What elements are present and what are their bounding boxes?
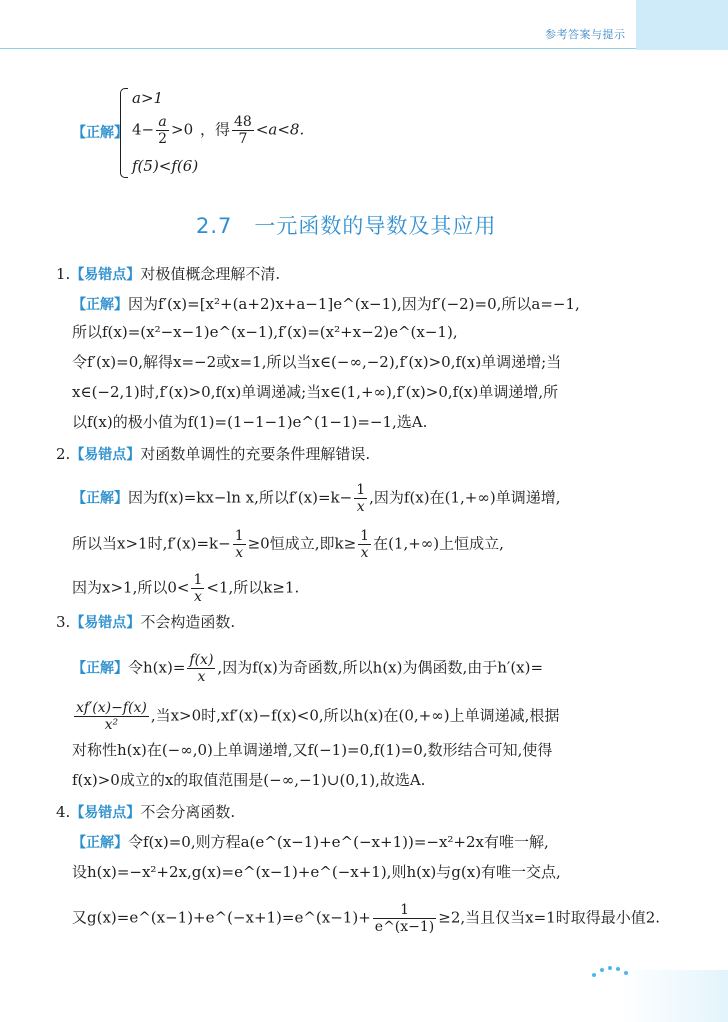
system-line-1: a>1 [132,89,164,107]
running-header: 参考答案与提示 [545,28,626,41]
q3-heading: 3.【易错点】不会构造函数. [56,613,236,631]
q4-line-3: 又g(x)=e^(x−1)+e^(−x+1)=e^(x−1)+ $\frac{1}{e\^{}(x-1)}$ ≥2,当且仅当x=1时取得最小值2. [72,902,661,935]
q2-heading: 2.【易错点】对函数单调性的充要条件理解错误. [56,445,371,463]
q3-line-2: $\frac{xf'(x)-f(x)}{\text{x²}}$ ,当x>0时,xf′(x)−f(x)<0,所以h(x)在(0,+∞)上单调递减,根据 [76,700,560,733]
q3-line-1: 【正解】令h(x)= $\frac{f(x)}{x}$ ,因为f(x)为奇函数,所以h(x)为偶函数,由于h′(x)= [72,652,544,685]
q2-line-1: 【正解】因为f(x)=kx−ln x,所以f′(x)=k− $\frac{1}{x}$ ,因为f(x)在(1,+∞)单调递增, [72,482,561,515]
system-line-2: 4− $\frac{a}{2}$ >0 [132,114,194,147]
header-tab [636,0,728,50]
system-line-3: f(5)<f(6) [132,157,199,175]
answer-tag: 【正解】 [72,125,128,141]
q1-heading: 1.【易错点】对极值概念理解不清. [56,265,281,283]
q4-heading: 4.【易错点】不会分离函数. [56,803,236,821]
q2-line-2: 所以当x>1时,f′(x)=k− $\frac{1}{x}$ ≥0恒成立,即k≥ $\frac{1}{x}$ 在(1,+∞)上恒成立, [72,528,504,561]
q1-line-2: 所以f(x)=(x²−x−1)e^(x−1),f′(x)=(x²+x−2)e^(x−1), [72,323,458,341]
q1-line-4: x∈(−2,1)时,f′(x)>0,f(x)单调递减;当x∈(1,+∞),f′(x)>0,f(x)单调递增,所 [72,383,559,401]
section-title: 2.7 一元函数的导数及其应用 [196,214,497,238]
q4-line-1: 【正解】令f(x)=0,则方程a(e^(x−1)+e^(−x+1))=−x²+2x有唯一解, [72,833,549,851]
system-result: ，得 $\frac{48}{7}$ <a<8. [200,114,305,147]
q1-line-1: 【正解】因为f′(x)=[x²+(a+2)x+a−1]e^(x−1),因为f′(−2)=0,所以a=−1, [72,295,580,313]
q2-line-3: 因为x>1,所以0< $\frac{1}{x}$ <1,所以k≥1. [72,572,300,605]
header-rule [0,48,636,49]
q3-line-4: f(x)>0成立的x的取值范围是(−∞,−1)∪(0,1),故选A. [72,771,426,789]
q1-line-5: 以f(x)的极小值为f(1)=(1−1−1)e^(1−1)=−1,选A. [72,413,428,431]
page-corner-decoration [622,970,728,1022]
q3-line-3: 对称性h(x)在(−∞,0)上单调递增,又f(−1)=0,f(1)=0,数形结合可知,使得 [72,741,553,759]
q4-line-2: 设h(x)=−x²+2x,g(x)=e^(x−1)+e^(−x+1),则h(x)与g(x)有唯一交点, [72,863,561,881]
q1-line-3: 令f′(x)=0,解得x=−2或x=1,所以当x∈(−∞,−2),f′(x)>0,f(x)单调递增;当 [72,353,562,371]
system-brace [120,88,128,178]
